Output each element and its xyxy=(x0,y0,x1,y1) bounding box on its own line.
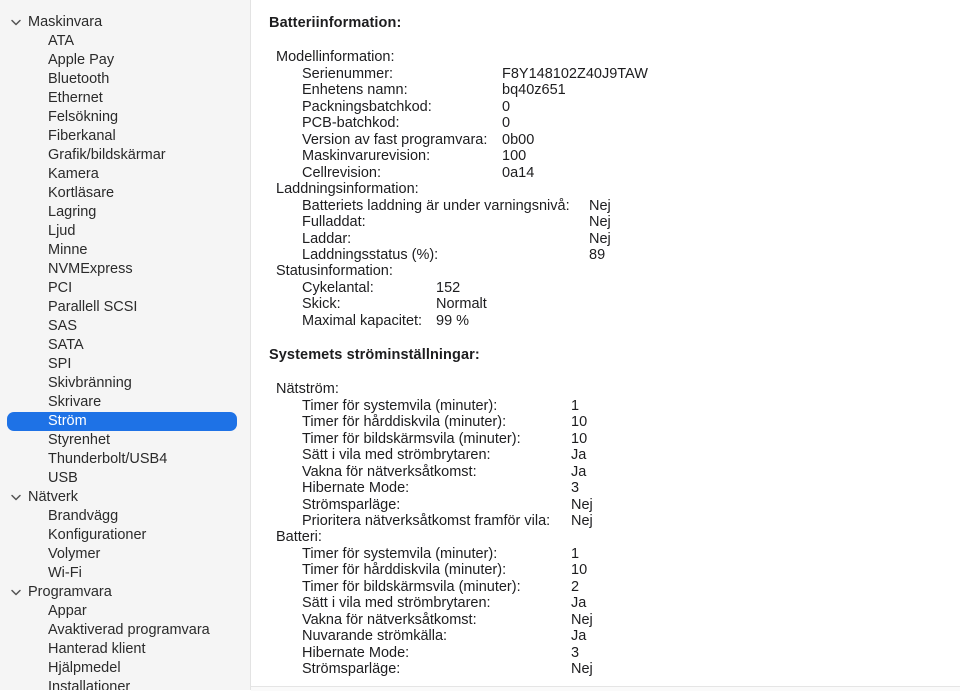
ac-power-key: Hibernate Mode: xyxy=(302,480,410,497)
sidebar-item-label: SPI xyxy=(48,356,72,372)
charge-info-key: Batteriets laddning är under varningsnivå: xyxy=(302,198,570,214)
sidebar xyxy=(0,0,251,690)
sidebar-item-thunderbolt-usb4[interactable] xyxy=(0,450,250,469)
sidebar-item-label: Thunderbolt/USB4 xyxy=(48,451,168,467)
sidebar-category-hardware[interactable] xyxy=(0,13,250,32)
battery-power-key: Timer för bildskärmsvila (minuter): xyxy=(302,578,521,595)
power-settings-title: Systemets ströminställningar: xyxy=(269,347,480,363)
sidebar-item-label: Fiberkanal xyxy=(48,128,116,144)
sidebar-item-appar[interactable] xyxy=(0,602,250,621)
chevron-down-icon[interactable] xyxy=(9,583,23,602)
battery-power-row xyxy=(251,546,951,562)
model-info-value: 0 xyxy=(502,115,511,132)
sidebar-item-label: SAS xyxy=(48,318,78,334)
battery-power-value: Nej xyxy=(571,611,593,628)
sidebar-item-label: Parallell SCSI xyxy=(48,299,138,315)
sidebar-item-volymer[interactable] xyxy=(0,545,250,564)
ac-power-key: Vakna för nätverksåtkomst: xyxy=(302,463,477,480)
sidebar-item-ljud[interactable] xyxy=(0,222,250,241)
ac-power-label: Nätström: xyxy=(276,381,339,397)
ac-power-key: Strömsparläge: xyxy=(302,496,401,513)
model-info-value: 0 xyxy=(502,98,511,115)
ac-power-row xyxy=(251,464,951,480)
sidebar-item-label: Kortläsare xyxy=(48,185,115,201)
battery-power-key: Strömsparläge: xyxy=(302,661,401,678)
model-info-value: bq40z651 xyxy=(502,82,566,99)
battery-power-value: Ja xyxy=(571,595,587,612)
battery-power-key: Timer för hårddiskvila (minuter): xyxy=(302,562,507,579)
battery-power-label: Batteri: xyxy=(276,529,322,545)
sidebar-item-kortlasare[interactable] xyxy=(0,184,250,203)
sidebar-item-label: Minne xyxy=(48,242,88,258)
battery-power-key: Nuvarande strömkälla: xyxy=(302,628,448,645)
sidebar-item-hanterad-klient[interactable] xyxy=(0,640,250,659)
chevron-down-icon[interactable] xyxy=(9,13,23,32)
sidebar-item-label: Appar xyxy=(48,603,87,619)
battery-power-value: 10 xyxy=(571,562,588,579)
model-info-key: Cellrevision: xyxy=(302,164,381,181)
status-info-row xyxy=(251,313,951,329)
sidebar-item-label: Hanterad klient xyxy=(48,641,146,657)
ac-power-row xyxy=(251,513,951,529)
status-info-value: Normalt xyxy=(436,296,487,313)
model-info-value: 0b00 xyxy=(502,131,535,148)
model-info-key: Serienummer: xyxy=(302,66,394,82)
battery-power-row xyxy=(251,579,951,595)
sidebar-item-label: Avaktiverad programvara xyxy=(48,622,210,638)
sidebar-item-nvmexpress[interactable] xyxy=(0,260,250,279)
battery-power-row xyxy=(251,612,951,628)
status-info-key: Cykelantal: xyxy=(302,280,374,296)
sidebar-item-fiberkanal[interactable] xyxy=(0,127,250,146)
ac-power-key: Sätt i vila med strömbrytaren: xyxy=(302,447,491,464)
sidebar-item-ethernet[interactable] xyxy=(0,89,250,108)
battery-power-row xyxy=(251,562,951,578)
charge-info-row xyxy=(251,231,951,247)
sidebar-item-label: ATA xyxy=(48,33,75,49)
battery-info-title: Batteriinformation: xyxy=(269,15,402,31)
ac-power-value: 10 xyxy=(571,430,588,447)
ac-power-key: Timer för hårddiskvila (minuter): xyxy=(302,414,507,431)
sidebar-item-brandvagg[interactable] xyxy=(0,507,250,526)
sidebar-item-label: Brandvägg xyxy=(48,508,119,524)
status-info-value: 99 % xyxy=(436,312,470,329)
ac-power-value: Nej xyxy=(571,496,593,513)
status-info-label: Statusinformation: xyxy=(276,263,393,279)
status-info-row xyxy=(251,296,951,312)
sidebar-item-sata[interactable] xyxy=(0,336,250,355)
sidebar-item-sas[interactable] xyxy=(0,317,250,336)
sidebar-item-apple-pay[interactable] xyxy=(0,51,250,70)
ac-power-row xyxy=(251,480,951,496)
battery-power-value: 3 xyxy=(571,644,580,661)
model-info-row xyxy=(251,132,951,148)
ac-power-row xyxy=(251,398,951,414)
sidebar-category-label: Nätverk xyxy=(28,489,78,505)
sidebar-item-kamera[interactable] xyxy=(0,165,250,184)
charge-info-row xyxy=(251,214,951,230)
sidebar-item-label: Bluetooth xyxy=(48,71,110,87)
sidebar-item-label: Lagring xyxy=(48,204,97,220)
sidebar-item-styrenhet[interactable] xyxy=(0,431,250,450)
status-info-value: 152 xyxy=(436,280,461,296)
sidebar-category-label: Programvara xyxy=(28,584,112,600)
sidebar-item-hjalpmedel[interactable] xyxy=(0,659,250,678)
ac-power-row xyxy=(251,497,951,513)
charge-info-key: Fulladdat: xyxy=(302,214,366,231)
battery-power-key: Sätt i vila med strömbrytaren: xyxy=(302,595,491,612)
sidebar-item-label: Ljud xyxy=(48,223,76,239)
model-info-row xyxy=(251,115,951,131)
ac-power-key: Timer för systemvila (minuter): xyxy=(302,398,498,414)
sidebar-item-label: Styrenhet xyxy=(48,432,111,448)
model-info-value: 0a14 xyxy=(502,164,535,181)
ac-power-value: 3 xyxy=(571,480,580,497)
charge-info-row xyxy=(251,198,951,214)
battery-power-key: Hibernate Mode: xyxy=(302,644,410,661)
sidebar-item-konfigurationer[interactable] xyxy=(0,526,250,545)
sidebar-item-lagring[interactable] xyxy=(0,203,250,222)
status-info-key: Maximal kapacitet: xyxy=(302,312,423,329)
charge-info-value: 89 xyxy=(589,247,606,264)
model-info-row xyxy=(251,148,951,164)
charge-info-value: Nej xyxy=(589,214,611,231)
model-info-key: Packningsbatchkod: xyxy=(302,98,432,115)
sidebar-item-label: Ethernet xyxy=(48,90,103,106)
sidebar-item-strom[interactable] xyxy=(0,412,250,431)
ac-power-row xyxy=(251,447,951,463)
battery-power-key: Timer för systemvila (minuter): xyxy=(302,546,498,562)
ac-power-key: Timer för bildskärmsvila (minuter): xyxy=(302,430,521,447)
sidebar-item-label: Installationer xyxy=(48,679,131,690)
sidebar-item-spi[interactable] xyxy=(0,355,250,374)
bottom-edge xyxy=(251,686,960,691)
status-info-key: Skick: xyxy=(302,296,341,313)
model-info-label: Modellinformation: xyxy=(276,49,395,65)
battery-power-value: Nej xyxy=(571,661,593,678)
model-info-row xyxy=(251,165,951,181)
chevron-down-icon[interactable] xyxy=(9,488,23,507)
battery-power-value: 1 xyxy=(571,546,580,562)
model-info-key: Maskinvarurevision: xyxy=(302,148,431,165)
sidebar-item-bluetooth[interactable] xyxy=(0,70,250,89)
sidebar-category-software[interactable] xyxy=(0,583,250,602)
model-info-key: PCB-batchkod: xyxy=(302,115,400,132)
sidebar-item-label: NVMExpress xyxy=(48,261,133,277)
model-info-row xyxy=(251,99,951,115)
sidebar-item-label: Grafik/bildskärmar xyxy=(48,147,166,163)
sidebar-item-minne[interactable] xyxy=(0,241,250,260)
selection-highlight xyxy=(7,412,237,431)
charge-info-key: Laddningsstatus (%): xyxy=(302,247,439,264)
sidebar-item-wi-fi[interactable] xyxy=(0,564,250,583)
model-info-key: Enhetens namn: xyxy=(302,82,408,99)
sidebar-item-label: Skivbränning xyxy=(48,375,132,391)
sidebar-item-label: Konfigurationer xyxy=(48,527,147,543)
battery-power-value: 2 xyxy=(571,578,580,595)
ac-power-value: Nej xyxy=(571,513,593,530)
model-info-row xyxy=(251,66,951,82)
sidebar-item-label: PCI xyxy=(48,280,73,296)
battery-power-key: Vakna för nätverksåtkomst: xyxy=(302,611,477,628)
ac-power-value: Ja xyxy=(571,447,587,464)
sidebar-category-label: Maskinvara xyxy=(28,14,103,30)
sidebar-item-label: Volymer xyxy=(48,546,101,562)
status-info-row xyxy=(251,280,951,296)
ac-power-key: Prioritera nätverksåtkomst framför vila: xyxy=(302,513,551,530)
sidebar-item-usb[interactable] xyxy=(0,469,250,488)
model-info-value: F8Y148102Z40J9TAW xyxy=(502,66,648,82)
ac-power-row xyxy=(251,431,951,447)
sidebar-category-network[interactable] xyxy=(0,488,250,507)
ac-power-row xyxy=(251,414,951,430)
charge-info-label: Laddningsinformation: xyxy=(276,181,419,197)
sidebar-item-felsokning[interactable] xyxy=(0,108,250,127)
sidebar-item-grafik-bildskarmar[interactable] xyxy=(0,146,250,165)
ac-power-value: 1 xyxy=(571,398,580,414)
battery-power-row xyxy=(251,595,951,611)
battery-power-row xyxy=(251,661,951,677)
battery-power-row xyxy=(251,628,951,644)
sidebar-item-pci[interactable] xyxy=(0,279,250,298)
sidebar-item-label: Kamera xyxy=(48,166,99,182)
charge-info-value: Nej xyxy=(589,198,611,214)
ac-power-value: 10 xyxy=(571,414,588,431)
sidebar-item-ata[interactable] xyxy=(0,32,250,51)
battery-power-row xyxy=(251,645,951,661)
charge-info-value: Nej xyxy=(589,230,611,247)
model-info-key: Version av fast programvara: xyxy=(302,131,488,148)
sidebar-item-label: Ström xyxy=(48,413,87,429)
detail-pane xyxy=(251,0,960,690)
model-info-row xyxy=(251,82,951,98)
charge-info-key: Laddar: xyxy=(302,230,352,247)
sidebar-item-label: Apple Pay xyxy=(48,52,115,68)
sidebar-item-avaktiverad-programvara[interactable] xyxy=(0,621,250,640)
sidebar-item-skrivare[interactable] xyxy=(0,393,250,412)
sidebar-item-label: SATA xyxy=(48,337,84,353)
model-info-value: 100 xyxy=(502,148,527,165)
sidebar-item-installationer[interactable] xyxy=(0,678,250,690)
sidebar-item-skivbranning[interactable] xyxy=(0,374,250,393)
sidebar-item-label: Skrivare xyxy=(48,394,102,410)
sidebar-item-label: Felsökning xyxy=(48,109,119,125)
sidebar-item-label: Wi-Fi xyxy=(48,565,82,581)
battery-power-value: Ja xyxy=(571,628,587,645)
charge-info-row xyxy=(251,247,951,263)
sidebar-item-label: USB xyxy=(48,470,78,486)
ac-power-value: Ja xyxy=(571,463,587,480)
sidebar-item-parallell-scsi[interactable] xyxy=(0,298,250,317)
sidebar-item-label: Hjälpmedel xyxy=(48,660,121,676)
